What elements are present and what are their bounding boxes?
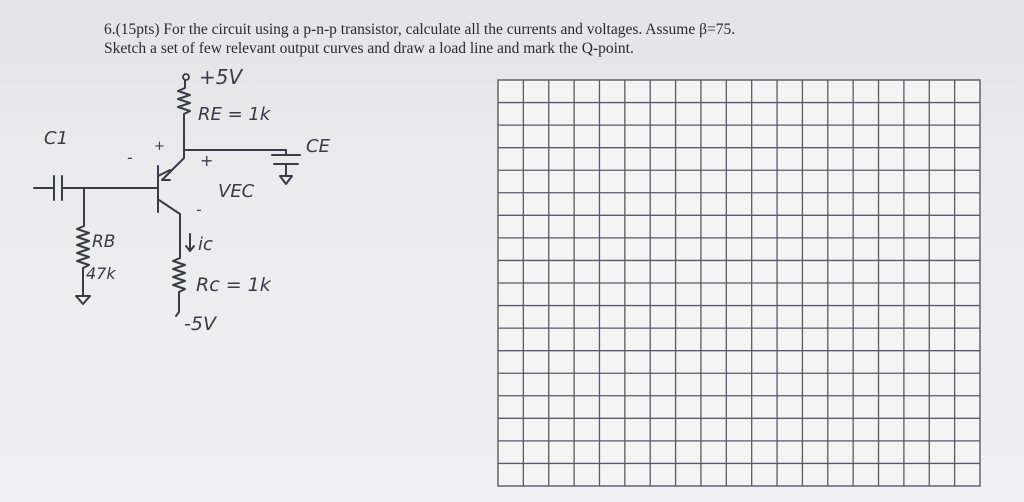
ce-capacitor	[272, 155, 300, 184]
problem-line-2: Sketch a set of few relevant output curves and draw a load line and mark the Q-point.	[104, 40, 634, 57]
problem-line-1: 6.(15pts) For the circuit using a p-n-p transistor, calculate all the currents and voltages. Assume β=75.	[104, 21, 736, 38]
ic-label: ic	[198, 234, 213, 255]
rb-label: RB	[92, 232, 116, 252]
rc-resistor	[173, 258, 185, 316]
supply-positive-label: +5V	[199, 65, 243, 89]
vec-plus-sign: +	[200, 151, 214, 170]
c1-capacitor	[34, 176, 158, 200]
re-label: RE = 1k	[198, 104, 271, 125]
supply-negative-label: -5V	[184, 313, 216, 335]
rb-value: 47k	[86, 264, 116, 283]
vec-label: VEC	[218, 181, 255, 202]
pnp-transistor	[158, 166, 180, 230]
vbe-plus-sign: +	[154, 139, 165, 154]
rb-resistor	[76, 188, 90, 304]
c1-label: C1	[44, 128, 69, 149]
vbe-minus-sign: -	[127, 148, 133, 167]
vec-minus-sign: -	[196, 200, 202, 219]
graph-grid	[498, 80, 980, 486]
rc-label: Rc = 1k	[196, 274, 271, 296]
ce-label: CE	[306, 136, 330, 157]
re-resistor	[178, 74, 190, 128]
